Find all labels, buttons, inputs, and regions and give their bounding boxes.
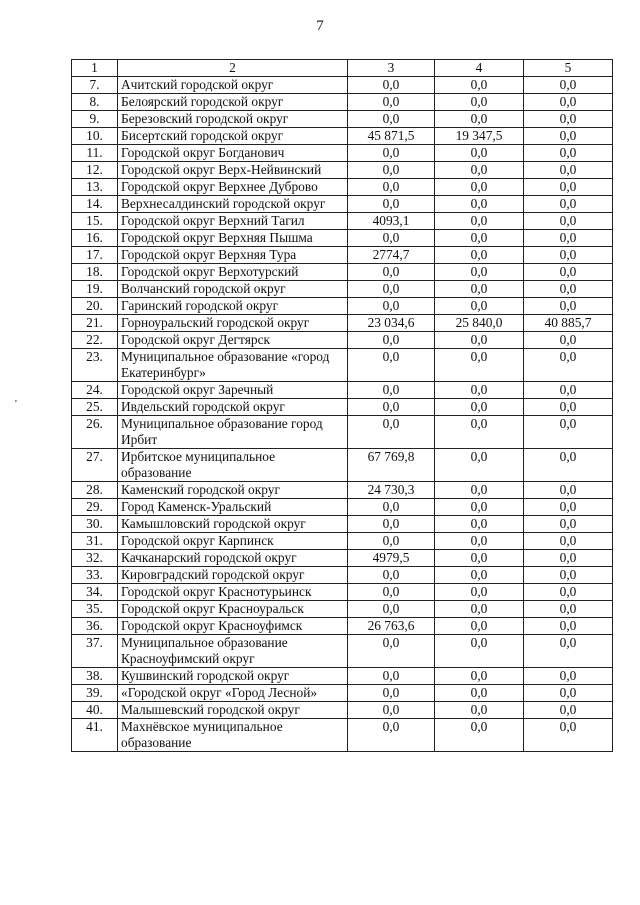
row-number-cell: 21. [72, 315, 118, 332]
value-col3-cell: 0,0 [348, 499, 435, 516]
row-number-cell: 17. [72, 247, 118, 264]
value-col4-cell: 0,0 [435, 618, 524, 635]
table-row [72, 247, 613, 264]
row-number-cell: 13. [72, 179, 118, 196]
value-col4-cell: 0,0 [435, 162, 524, 179]
table-row [72, 162, 613, 179]
row-number-cell: 38. [72, 668, 118, 685]
table-row [72, 550, 613, 567]
row-number-cell: 24. [72, 382, 118, 399]
value-col3-cell: 0,0 [348, 382, 435, 399]
municipality-name-cell: Городской округ Верхний Тагил [118, 213, 348, 230]
municipality-name-cell: «Городской округ «Город Лесной» [118, 685, 348, 702]
table-row [72, 94, 613, 111]
municipality-name-cell: Кушвинский городской округ [118, 668, 348, 685]
value-col4-cell: 0,0 [435, 382, 524, 399]
row-number-cell: 22. [72, 332, 118, 349]
municipality-name-cell: Горноуральский городской округ [118, 315, 348, 332]
row-number-cell: 36. [72, 618, 118, 635]
table-header-row [72, 60, 613, 77]
municipality-name-cell: Городской округ Верхотурский [118, 264, 348, 281]
row-number-cell: 41. [72, 719, 118, 752]
value-col4-cell: 0,0 [435, 719, 524, 752]
value-col3-cell: 0,0 [348, 196, 435, 213]
municipality-name-cell: Городской округ Дегтярск [118, 332, 348, 349]
municipality-name-cell: Город Каменск-Уральский [118, 499, 348, 516]
value-col5-cell: 0,0 [524, 567, 613, 584]
table-row [72, 449, 613, 482]
row-number-cell: 16. [72, 230, 118, 247]
value-col5-cell: 0,0 [524, 516, 613, 533]
table-row [72, 601, 613, 618]
municipality-name-cell: Городской округ Краснотурьинск [118, 584, 348, 601]
row-number-cell: 11. [72, 145, 118, 162]
row-number-cell: 34. [72, 584, 118, 601]
value-col4-cell: 0,0 [435, 196, 524, 213]
value-col5-cell: 0,0 [524, 145, 613, 162]
municipality-name-cell: Ирбитское муниципальное образование [118, 449, 348, 482]
row-number-cell: 12. [72, 162, 118, 179]
value-col3-cell: 0,0 [348, 601, 435, 618]
row-number-cell: 7. [72, 77, 118, 94]
municipality-name-cell: Кировградский городской округ [118, 567, 348, 584]
table-row [72, 516, 613, 533]
row-number-cell: 8. [72, 94, 118, 111]
value-col3-cell: 0,0 [348, 281, 435, 298]
municipality-name-cell: Городской округ Карпинск [118, 533, 348, 550]
row-number-cell: 29. [72, 499, 118, 516]
row-number-cell: 10. [72, 128, 118, 145]
value-col4-cell: 0,0 [435, 702, 524, 719]
value-col4-cell: 0,0 [435, 179, 524, 196]
value-col4-cell: 0,0 [435, 550, 524, 567]
value-col4-cell: 0,0 [435, 94, 524, 111]
value-col5-cell: 0,0 [524, 482, 613, 499]
value-col5-cell: 0,0 [524, 499, 613, 516]
table-row [72, 702, 613, 719]
value-col3-cell: 0,0 [348, 298, 435, 315]
value-col5-cell: 0,0 [524, 111, 613, 128]
value-col5-cell: 0,0 [524, 162, 613, 179]
value-col4-cell: 0,0 [435, 685, 524, 702]
municipality-name-cell: Городской округ Верхняя Пышма [118, 230, 348, 247]
value-col3-cell: 0,0 [348, 702, 435, 719]
value-col3-cell: 0,0 [348, 332, 435, 349]
value-col5-cell: 0,0 [524, 332, 613, 349]
table-row [72, 382, 613, 399]
value-col5-cell: 0,0 [524, 196, 613, 213]
municipality-name-cell: Махнёвское муниципальное образование [118, 719, 348, 752]
value-col4-cell: 0,0 [435, 230, 524, 247]
municipality-name-cell: Муниципальное образование Красноуфимский округ [118, 635, 348, 668]
value-col4-cell: 0,0 [435, 77, 524, 94]
value-col4-cell: 0,0 [435, 516, 524, 533]
municipality-name-cell: Городской округ Богданович [118, 145, 348, 162]
header-cell: 1 [72, 60, 118, 77]
table-row [72, 281, 613, 298]
table-row [72, 196, 613, 213]
table-row [72, 719, 613, 752]
municipality-name-cell: Камышловский городской округ [118, 516, 348, 533]
value-col4-cell: 0,0 [435, 635, 524, 668]
value-col5-cell: 0,0 [524, 416, 613, 449]
value-col3-cell: 2774,7 [348, 247, 435, 264]
row-number-cell: 39. [72, 685, 118, 702]
value-col5-cell: 0,0 [524, 349, 613, 382]
value-col4-cell: 0,0 [435, 281, 524, 298]
value-col4-cell: 0,0 [435, 668, 524, 685]
row-number-cell: 37. [72, 635, 118, 668]
value-col3-cell: 0,0 [348, 584, 435, 601]
value-col3-cell: 0,0 [348, 145, 435, 162]
municipality-name-cell: Городской округ Красноуральск [118, 601, 348, 618]
table-row [72, 635, 613, 668]
municipality-name-cell: Качканарский городской округ [118, 550, 348, 567]
row-number-cell: 40. [72, 702, 118, 719]
table-row [72, 213, 613, 230]
value-col3-cell: 0,0 [348, 111, 435, 128]
value-col3-cell: 0,0 [348, 179, 435, 196]
row-number-cell: 9. [72, 111, 118, 128]
value-col3-cell: 4093,1 [348, 213, 435, 230]
row-number-cell: 33. [72, 567, 118, 584]
value-col3-cell: 0,0 [348, 162, 435, 179]
municipality-table [71, 59, 613, 752]
table-row [72, 349, 613, 382]
value-col5-cell: 0,0 [524, 702, 613, 719]
municipality-name-cell: Волчанский городской округ [118, 281, 348, 298]
table-body [72, 60, 613, 752]
value-col4-cell: 0,0 [435, 298, 524, 315]
header-cell: 5 [524, 60, 613, 77]
table-row [72, 567, 613, 584]
municipality-name-cell: Малышевский городской округ [118, 702, 348, 719]
value-col5-cell: 0,0 [524, 298, 613, 315]
value-col5-cell: 0,0 [524, 94, 613, 111]
value-col5-cell: 0,0 [524, 264, 613, 281]
value-col4-cell: 0,0 [435, 449, 524, 482]
row-number-cell: 18. [72, 264, 118, 281]
value-col4-cell: 0,0 [435, 247, 524, 264]
value-col3-cell: 0,0 [348, 668, 435, 685]
value-col5-cell: 40 885,7 [524, 315, 613, 332]
table-row [72, 584, 613, 601]
row-number-cell: 19. [72, 281, 118, 298]
row-number-cell: 23. [72, 349, 118, 382]
value-col5-cell: 0,0 [524, 281, 613, 298]
row-number-cell: 20. [72, 298, 118, 315]
value-col5-cell: 0,0 [524, 685, 613, 702]
municipality-name-cell: Муниципальное образование город Ирбит [118, 416, 348, 449]
table-row [72, 264, 613, 281]
table-row [72, 111, 613, 128]
value-col5-cell: 0,0 [524, 635, 613, 668]
value-col3-cell: 0,0 [348, 230, 435, 247]
value-col5-cell: 0,0 [524, 247, 613, 264]
value-col5-cell: 0,0 [524, 382, 613, 399]
value-col5-cell: 0,0 [524, 230, 613, 247]
value-col5-cell: 0,0 [524, 668, 613, 685]
table-row [72, 145, 613, 162]
value-col4-cell: 0,0 [435, 332, 524, 349]
value-col4-cell: 0,0 [435, 567, 524, 584]
table-row [72, 533, 613, 550]
value-col3-cell: 0,0 [348, 349, 435, 382]
value-col5-cell: 0,0 [524, 584, 613, 601]
row-number-cell: 32. [72, 550, 118, 567]
value-col5-cell: 0,0 [524, 77, 613, 94]
value-col4-cell: 0,0 [435, 533, 524, 550]
value-col5-cell: 0,0 [524, 179, 613, 196]
value-col3-cell: 0,0 [348, 264, 435, 281]
value-col4-cell: 0,0 [435, 584, 524, 601]
page-number: 7 [316, 18, 324, 34]
table-row [72, 332, 613, 349]
municipality-name-cell: Муниципальное образование «город Екатеринбург» [118, 349, 348, 382]
table-row [72, 482, 613, 499]
header-cell: 3 [348, 60, 435, 77]
table-row [72, 499, 613, 516]
row-number-cell: 26. [72, 416, 118, 449]
value-col3-cell: 0,0 [348, 719, 435, 752]
header-cell: 2 [118, 60, 348, 77]
row-number-cell: 31. [72, 533, 118, 550]
value-col5-cell: 0,0 [524, 719, 613, 752]
value-col5-cell: 0,0 [524, 601, 613, 618]
table-row [72, 416, 613, 449]
value-col3-cell: 45 871,5 [348, 128, 435, 145]
value-col4-cell: 0,0 [435, 601, 524, 618]
value-col3-cell: 0,0 [348, 94, 435, 111]
value-col4-cell: 0,0 [435, 499, 524, 516]
value-col5-cell: 0,0 [524, 213, 613, 230]
row-number-cell: 15. [72, 213, 118, 230]
value-col3-cell: 0,0 [348, 567, 435, 584]
table-row [72, 315, 613, 332]
value-col4-cell: 0,0 [435, 416, 524, 449]
value-col4-cell: 0,0 [435, 145, 524, 162]
municipality-name-cell: Городской округ Красноуфимск [118, 618, 348, 635]
row-number-cell: 28. [72, 482, 118, 499]
value-col3-cell: 0,0 [348, 685, 435, 702]
stray-mark: ‚ [14, 392, 18, 404]
table-row [72, 298, 613, 315]
value-col5-cell: 0,0 [524, 399, 613, 416]
value-col4-cell: 0,0 [435, 111, 524, 128]
municipality-name-cell: Бисертский городской округ [118, 128, 348, 145]
municipality-name-cell: Каменский городской округ [118, 482, 348, 499]
table-row [72, 399, 613, 416]
value-col4-cell: 19 347,5 [435, 128, 524, 145]
municipality-name-cell: Городской округ Заречный [118, 382, 348, 399]
value-col3-cell: 24 730,3 [348, 482, 435, 499]
value-col4-cell: 25 840,0 [435, 315, 524, 332]
value-col3-cell: 4979,5 [348, 550, 435, 567]
municipality-name-cell: Верхнесалдинский городской округ [118, 196, 348, 213]
value-col5-cell: 0,0 [524, 128, 613, 145]
table-row [72, 179, 613, 196]
value-col3-cell: 0,0 [348, 399, 435, 416]
value-col4-cell: 0,0 [435, 349, 524, 382]
value-col3-cell: 0,0 [348, 416, 435, 449]
row-number-cell: 25. [72, 399, 118, 416]
row-number-cell: 35. [72, 601, 118, 618]
table-row [72, 77, 613, 94]
municipality-name-cell: Гаринский городской округ [118, 298, 348, 315]
value-col5-cell: 0,0 [524, 550, 613, 567]
row-number-cell: 14. [72, 196, 118, 213]
municipality-name-cell: Ивдельский городской округ [118, 399, 348, 416]
value-col5-cell: 0,0 [524, 618, 613, 635]
value-col4-cell: 0,0 [435, 213, 524, 230]
value-col3-cell: 0,0 [348, 635, 435, 668]
row-number-cell: 30. [72, 516, 118, 533]
value-col3-cell: 0,0 [348, 516, 435, 533]
municipality-name-cell: Березовский городской округ [118, 111, 348, 128]
municipality-name-cell: Городской округ Верхняя Тура [118, 247, 348, 264]
table-row [72, 230, 613, 247]
table-row [72, 668, 613, 685]
header-cell: 4 [435, 60, 524, 77]
municipality-name-cell: Городской округ Верхнее Дуброво [118, 179, 348, 196]
value-col5-cell: 0,0 [524, 449, 613, 482]
value-col3-cell: 0,0 [348, 533, 435, 550]
value-col3-cell: 23 034,6 [348, 315, 435, 332]
row-number-cell: 27. [72, 449, 118, 482]
value-col5-cell: 0,0 [524, 533, 613, 550]
value-col4-cell: 0,0 [435, 399, 524, 416]
value-col3-cell: 26 763,6 [348, 618, 435, 635]
municipality-name-cell: Белоярский городской округ [118, 94, 348, 111]
municipality-name-cell: Городской округ Верх-Нейвинский [118, 162, 348, 179]
value-col4-cell: 0,0 [435, 264, 524, 281]
value-col4-cell: 0,0 [435, 482, 524, 499]
table-row [72, 128, 613, 145]
table-row [72, 618, 613, 635]
value-col3-cell: 0,0 [348, 77, 435, 94]
table-row [72, 685, 613, 702]
value-col3-cell: 67 769,8 [348, 449, 435, 482]
municipality-name-cell: Ачитский городской округ [118, 77, 348, 94]
